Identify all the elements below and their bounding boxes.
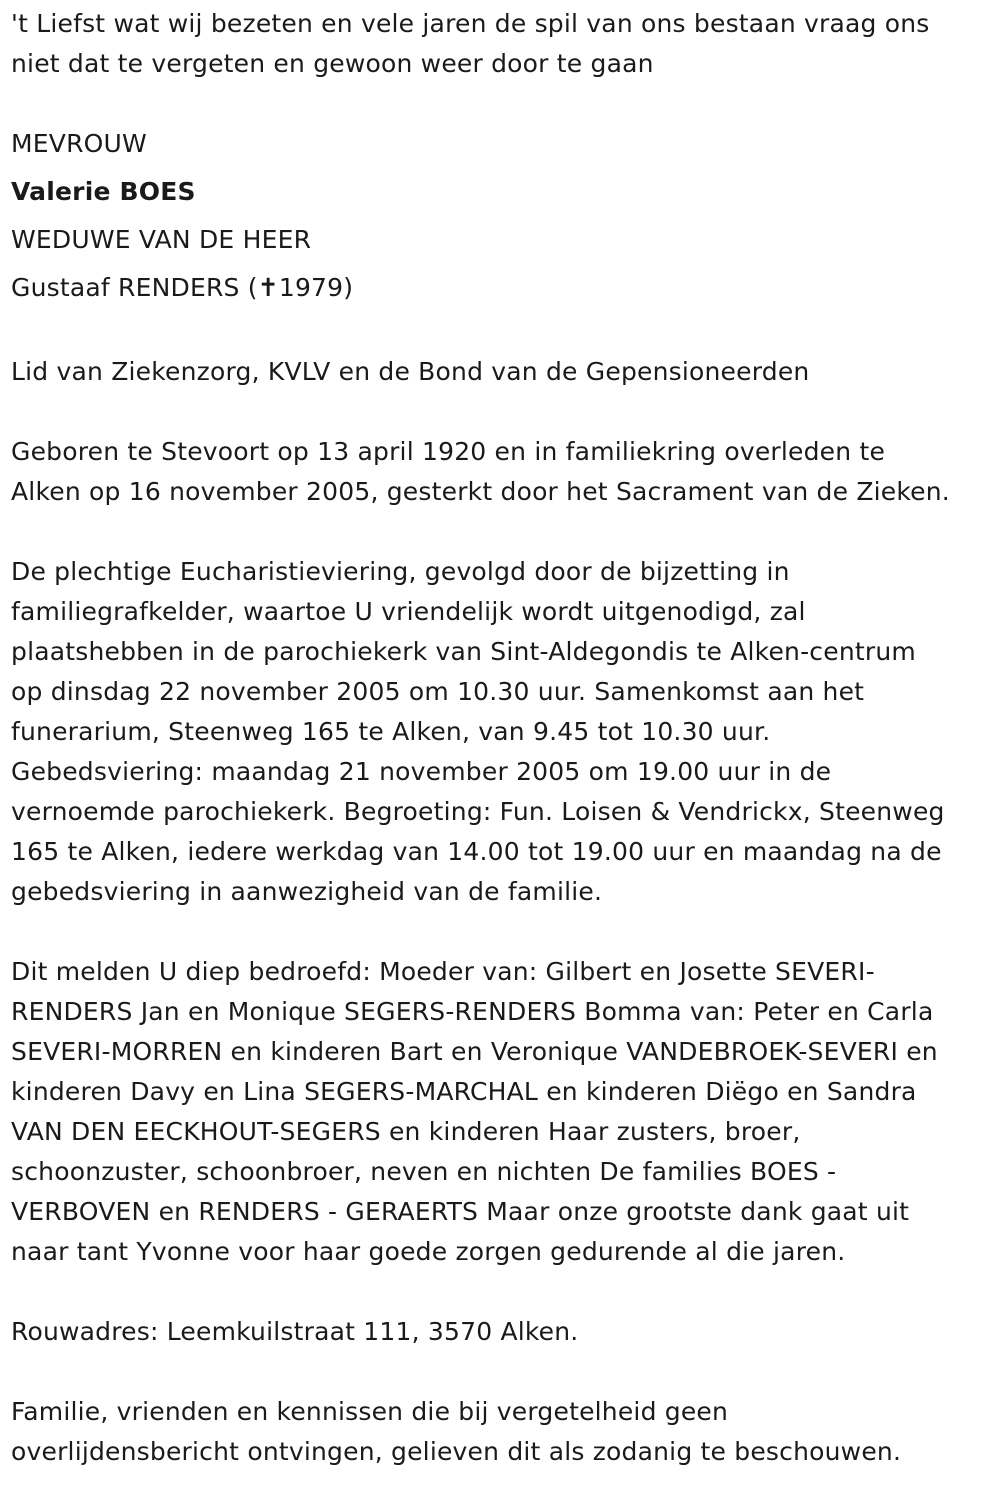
family-line: VAN DEN EECKHOUT-SEGERS en kinderen Haar zusters, broer, [11, 1117, 801, 1146]
relation-label: WEDUWE VAN DE HEER [11, 225, 312, 254]
family-line: kinderen Davy en Lina SEGERS-MARCHAL en kinderen Diëgo en Sandra [11, 1077, 917, 1106]
ceremony-line: De plechtige Eucharistieviering, gevolgd door de bijzetting in [11, 557, 790, 586]
address-line: Rouwadres: Leemkuilstraat 111, 3570 Alken. [11, 1317, 579, 1346]
ceremony-line: familiegrafkelder, waartoe U vriendelijk wordt uitgenodigd, zal [11, 597, 806, 626]
family-line: Dit melden U diep bedroefd: Moeder van: Gilbert en Josette SEVERI- [11, 957, 875, 986]
birth-death-paragraph [11, 432, 993, 512]
ceremony-line: op dinsdag 22 november 2005 om 10.30 uur. Samenkomst aan het [11, 677, 865, 706]
family-line: SEVERI-MORREN en kinderen Bart en Veronique VANDEBROEK-SEVERI en [11, 1037, 938, 1066]
birth-death-line: Alken op 16 november 2005, gesterkt door het Sacrament van de Zieken. [11, 477, 950, 506]
obituary-document [11, 4, 993, 1512]
ceremony-line: gebedsviering in aanwezigheid van de familie. [11, 877, 603, 906]
ceremony-line: 165 te Alken, iedere werkdag van 14.00 tot 19.00 uur en maandag na de [11, 837, 942, 866]
cross-icon: ✝ [257, 273, 279, 302]
closing-paragraph [11, 1392, 993, 1472]
deceased-name: Valerie BOES [11, 177, 196, 206]
spouse-death-year: 1979) [278, 273, 354, 302]
membership-line: Lid van Ziekenzorg, KVLV en de Bond van de Gepensioneerden [11, 357, 810, 386]
family-line: naar tant Yvonne voor haar goede zorgen gedurende al die jaren. [11, 1237, 846, 1266]
birth-death-line: Geboren te Stevoort op 13 april 1920 en in familiekring overleden te [11, 437, 886, 466]
spouse-name: Gustaaf RENDERS ( [11, 273, 258, 302]
ceremony-line: Gebedsviering: maandag 21 november 2005 om 19.00 uur in de [11, 757, 832, 786]
family-line: schoonzuster, schoonbroer, neven en nichten De families BOES - [11, 1157, 837, 1186]
ceremony-line: vernoemde parochiekerk. Begroeting: Fun. Loisen & Vendrickx, Steenweg [11, 797, 945, 826]
closing-line: overlijdensbericht ontvingen, gelieven dit als zodanig te beschouwen. [11, 1437, 902, 1466]
ceremony-line: funerarium, Steenweg 165 te Alken, van 9.45 tot 10.30 uur. [11, 717, 771, 746]
address-paragraph [11, 1312, 993, 1352]
family-paragraph [11, 952, 993, 1272]
spouse-line [11, 264, 993, 312]
motto-line: niet dat te vergeten en gewoon weer door te gaan [11, 49, 654, 78]
membership-paragraph [11, 352, 993, 392]
ceremony-paragraph [11, 552, 993, 912]
motto-line: 't Liefst wat wij bezeten en vele jaren de spil van ons bestaan vraag ons [11, 9, 930, 38]
family-line: RENDERS Jan en Monique SEGERS-RENDERS Bomma van: Peter en Carla [11, 997, 934, 1026]
family-line: VERBOVEN en RENDERS - GERAERTS Maar onze grootste dank gaat uit [11, 1197, 910, 1226]
closing-line: Familie, vrienden en kennissen die bij vergetelheid geen [11, 1397, 729, 1426]
motto-paragraph [11, 4, 993, 84]
ceremony-line: plaatshebben in de parochiekerk van Sint-Aldegondis te Alken-centrum [11, 637, 916, 666]
salutation: MEVROUW [11, 129, 147, 158]
deceased-header [11, 120, 993, 312]
